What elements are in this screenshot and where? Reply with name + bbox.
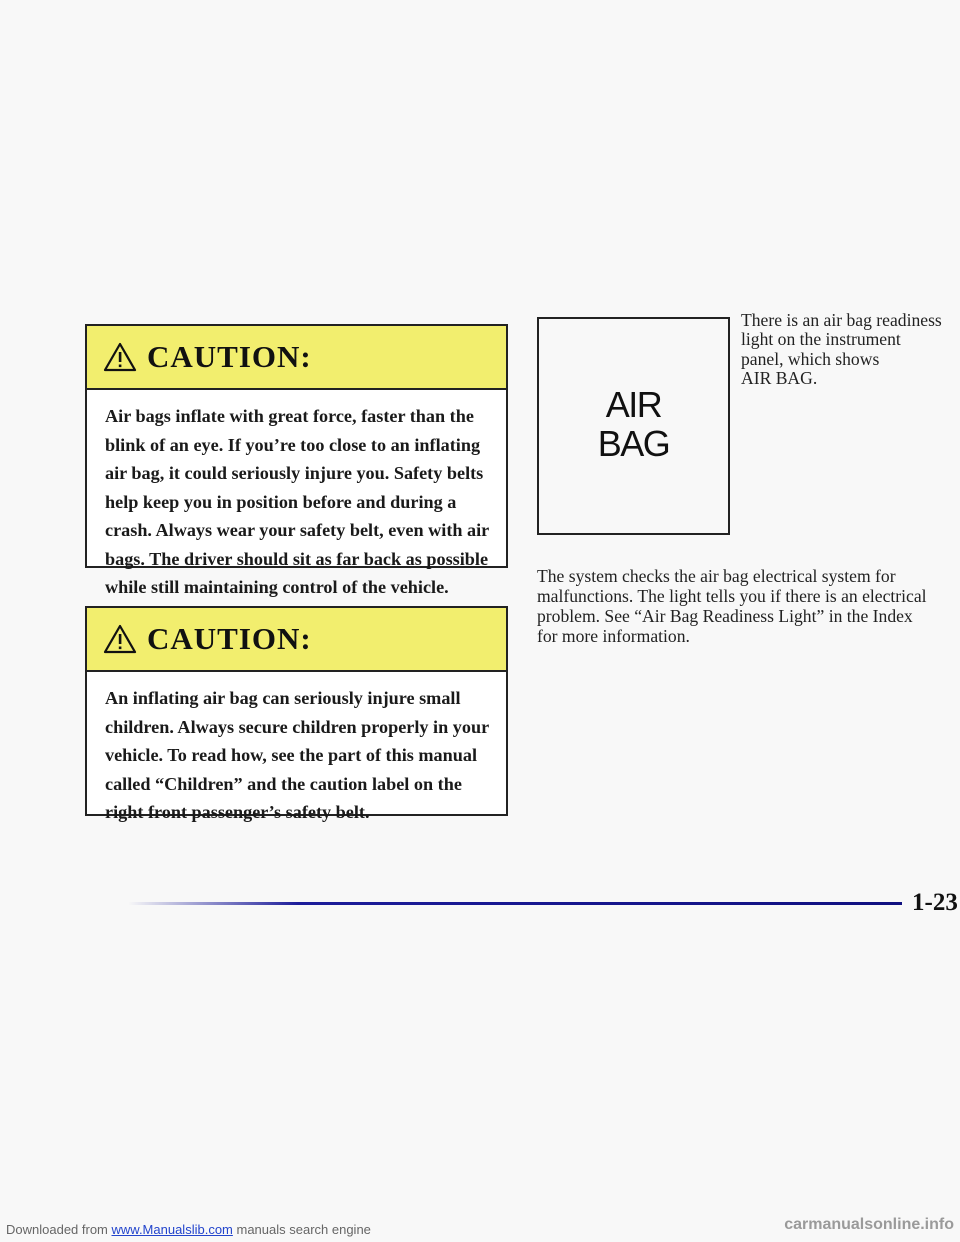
caution-line: bags. The driver should sit as far back as possible	[105, 548, 489, 569]
manualslib-link[interactable]: www.Manualslib.com	[111, 1222, 233, 1237]
text-line: for more information.	[537, 626, 690, 646]
text-line: panel, which shows	[741, 348, 880, 369]
watermark: carmanualsonline.info	[784, 1216, 954, 1233]
caution-body	[87, 672, 506, 841]
caution-line: air bag, it could seriously injure you. Safety belts	[105, 463, 484, 483]
caution-title: CAUTION:	[147, 339, 312, 374]
caution-body	[87, 390, 506, 616]
light-label-line2: BAG	[597, 423, 670, 464]
caution-line: Air bags inflate with great force, faster than the	[105, 406, 474, 426]
readiness-light-description	[741, 311, 956, 388]
text-line: problem. See “Air Bag Readiness Light” in the Index	[537, 606, 913, 626]
warning-triangle-icon	[103, 624, 137, 654]
caution-line: while still maintaining control of the vehicle.	[105, 577, 449, 597]
caution-header	[87, 608, 506, 672]
system-check-paragraph	[537, 566, 947, 646]
text-line: AIR BAG.	[741, 367, 818, 388]
caution-line: help keep you in position before and during a	[105, 491, 457, 512]
footer-rule	[128, 902, 902, 905]
page-number: 1-23	[912, 889, 958, 916]
text-line: light on the instrument	[741, 329, 901, 350]
caution-box-children	[85, 606, 508, 822]
caution-line: blink of an eye. If you’re too close to an inflating	[105, 434, 481, 455]
caution-box-air-bag-force	[85, 324, 508, 597]
caution-line: vehicle. To read how, see the part of this manual	[105, 745, 478, 765]
caution-line: children. Always secure children properly in your	[105, 716, 490, 737]
text-line: There is an air bag readiness	[741, 310, 942, 330]
light-label-line1: AIR	[605, 384, 662, 425]
caution-header	[87, 326, 506, 390]
caution-line: called “Children” and the caution label on the	[105, 773, 462, 794]
banner-prefix: Downloaded from	[6, 1222, 112, 1237]
text-line: The system checks the air bag electrical system for	[537, 566, 896, 586]
text-line: malfunctions. The light tells you if there is an electrical	[537, 586, 927, 606]
air-bag-readiness-light-icon	[537, 317, 730, 535]
banner-suffix: manuals search engine	[232, 1222, 371, 1237]
caution-title: CAUTION:	[147, 621, 312, 656]
caution-line: right front passenger’s safety belt.	[105, 802, 370, 822]
warning-triangle-icon	[103, 342, 137, 372]
caution-line: crash. Always wear your safety belt, even with air	[105, 520, 490, 540]
caution-line: An inflating air bag can seriously injure small	[105, 688, 461, 708]
